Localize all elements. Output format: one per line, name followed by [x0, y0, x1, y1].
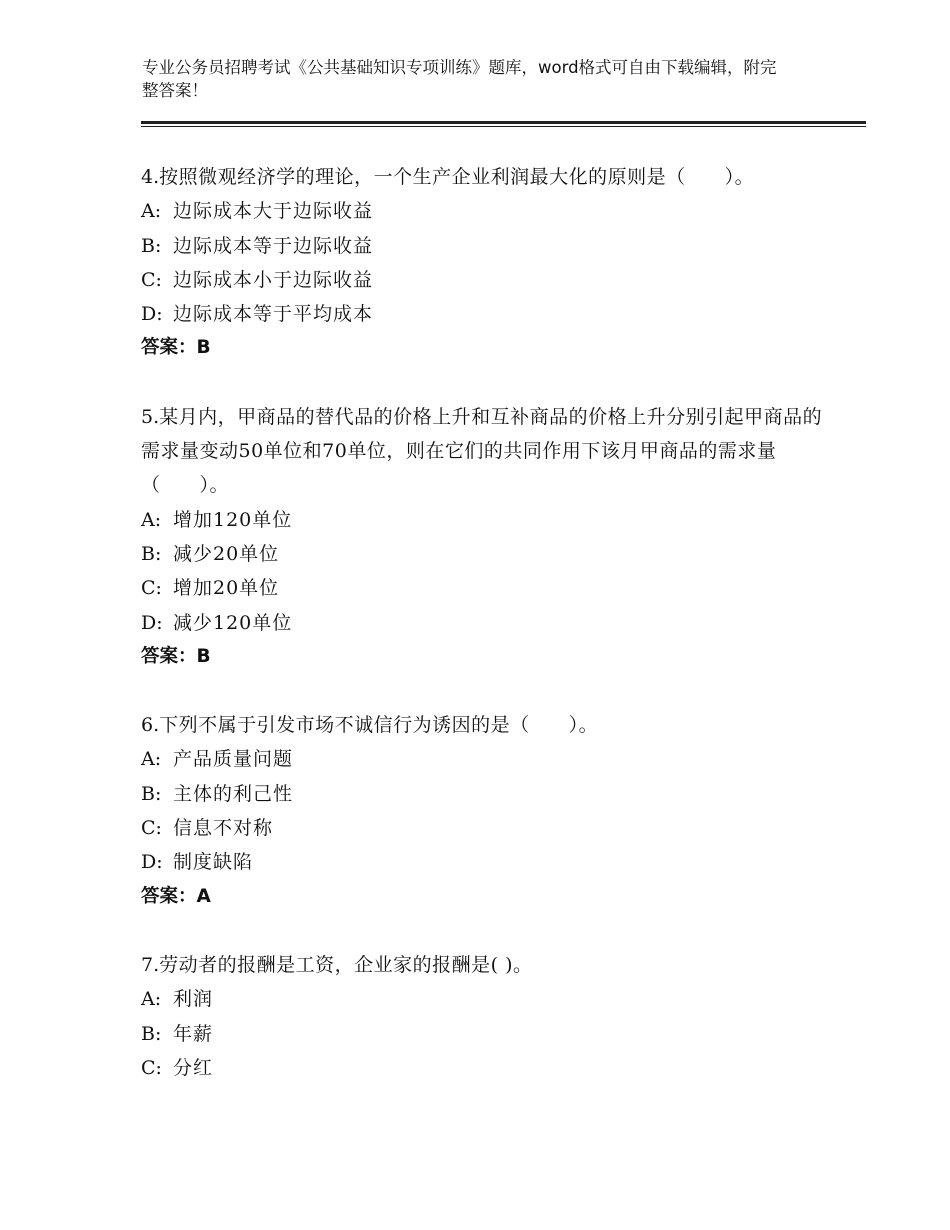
option-d [141, 845, 831, 879]
option-text: 边际成本等于平均成本 [173, 303, 374, 326]
option-b [141, 229, 831, 263]
option-letter: B: [141, 1022, 162, 1045]
option-letter: C: [141, 1056, 162, 1079]
question-text: 下列不属于引发市场不诚信行为诱因的是（ ）。 [159, 714, 599, 737]
option-text: 边际成本大于边际收益 [173, 200, 374, 223]
question-text: 某月内，甲商品的替代品的价格上升和互补商品的价格上升分别引起甲商品的需求量变动50单位和70单位，则在它们的共同作用下该月甲商品的需求量（ ）。 [141, 405, 823, 497]
question-number: 7. [141, 953, 160, 976]
option-a [141, 982, 831, 1016]
question-text: 劳动者的报酬是工资，企业家的报酬是( )。 [159, 953, 533, 976]
option-letter: A: [141, 988, 162, 1011]
option-text: 信息不对称 [173, 817, 274, 840]
question-number: 6. [141, 714, 160, 737]
document-header: 专业公务员招聘考试《公共基础知识专项训练》题库，word格式可自由下载编辑，附完整答案！ [142, 58, 777, 100]
question-6 [141, 708, 831, 914]
question-stem [141, 948, 831, 982]
option-b [141, 1017, 831, 1051]
option-letter: C: [141, 817, 162, 840]
option-text: 边际成本小于边际收益 [173, 268, 374, 291]
question-text: 按照微观经济学的理论，一个生产企业利润最大化的原则是（ ）。 [159, 166, 755, 188]
option-c [141, 811, 831, 845]
question-5 [141, 400, 831, 674]
option-c [141, 263, 831, 297]
header-divider-thick [141, 121, 866, 124]
option-text: 增加20单位 [173, 577, 280, 600]
option-text: 减少20单位 [173, 542, 280, 565]
option-letter: C: [141, 577, 162, 600]
option-letter: D: [141, 303, 163, 326]
option-a [141, 194, 831, 228]
question-stem [141, 708, 831, 742]
option-letter: A: [141, 200, 162, 223]
question-number: 4. [141, 166, 160, 188]
option-text: 边际成本等于边际收益 [173, 234, 374, 257]
option-c [141, 571, 831, 605]
option-text: 年薪 [173, 1022, 214, 1045]
option-b [141, 537, 831, 571]
answer-label: 答案：A [141, 885, 211, 907]
option-a [141, 503, 831, 537]
option-letter: B: [141, 234, 162, 257]
option-letter: D: [141, 611, 163, 634]
answer-label: 答案：B [141, 645, 211, 667]
answer-label: 答案：B [141, 337, 211, 359]
option-b [141, 777, 831, 811]
option-text: 制度缺陷 [173, 851, 254, 874]
option-text: 增加120单位 [173, 508, 293, 531]
option-letter: B: [141, 782, 162, 805]
question-stem [141, 400, 831, 503]
option-letter: B: [141, 542, 162, 565]
option-c [141, 1051, 831, 1085]
option-text: 产品质量问题 [173, 748, 294, 771]
question-7 [141, 948, 831, 1085]
question-4 [141, 160, 831, 366]
option-text: 分红 [173, 1056, 214, 1079]
option-letter: D: [141, 851, 163, 874]
option-text: 利润 [173, 988, 214, 1011]
option-a [141, 742, 831, 776]
option-d [141, 606, 831, 640]
option-letter: C: [141, 268, 162, 291]
header-divider-thin [141, 126, 866, 127]
question-stem [141, 160, 831, 194]
question-number: 5. [141, 405, 160, 428]
option-text: 主体的利己性 [173, 782, 294, 805]
option-text: 减少120单位 [173, 611, 293, 634]
option-letter: A: [141, 748, 162, 771]
option-letter: A: [141, 508, 162, 531]
question-list [141, 160, 831, 1119]
option-d [141, 297, 831, 331]
